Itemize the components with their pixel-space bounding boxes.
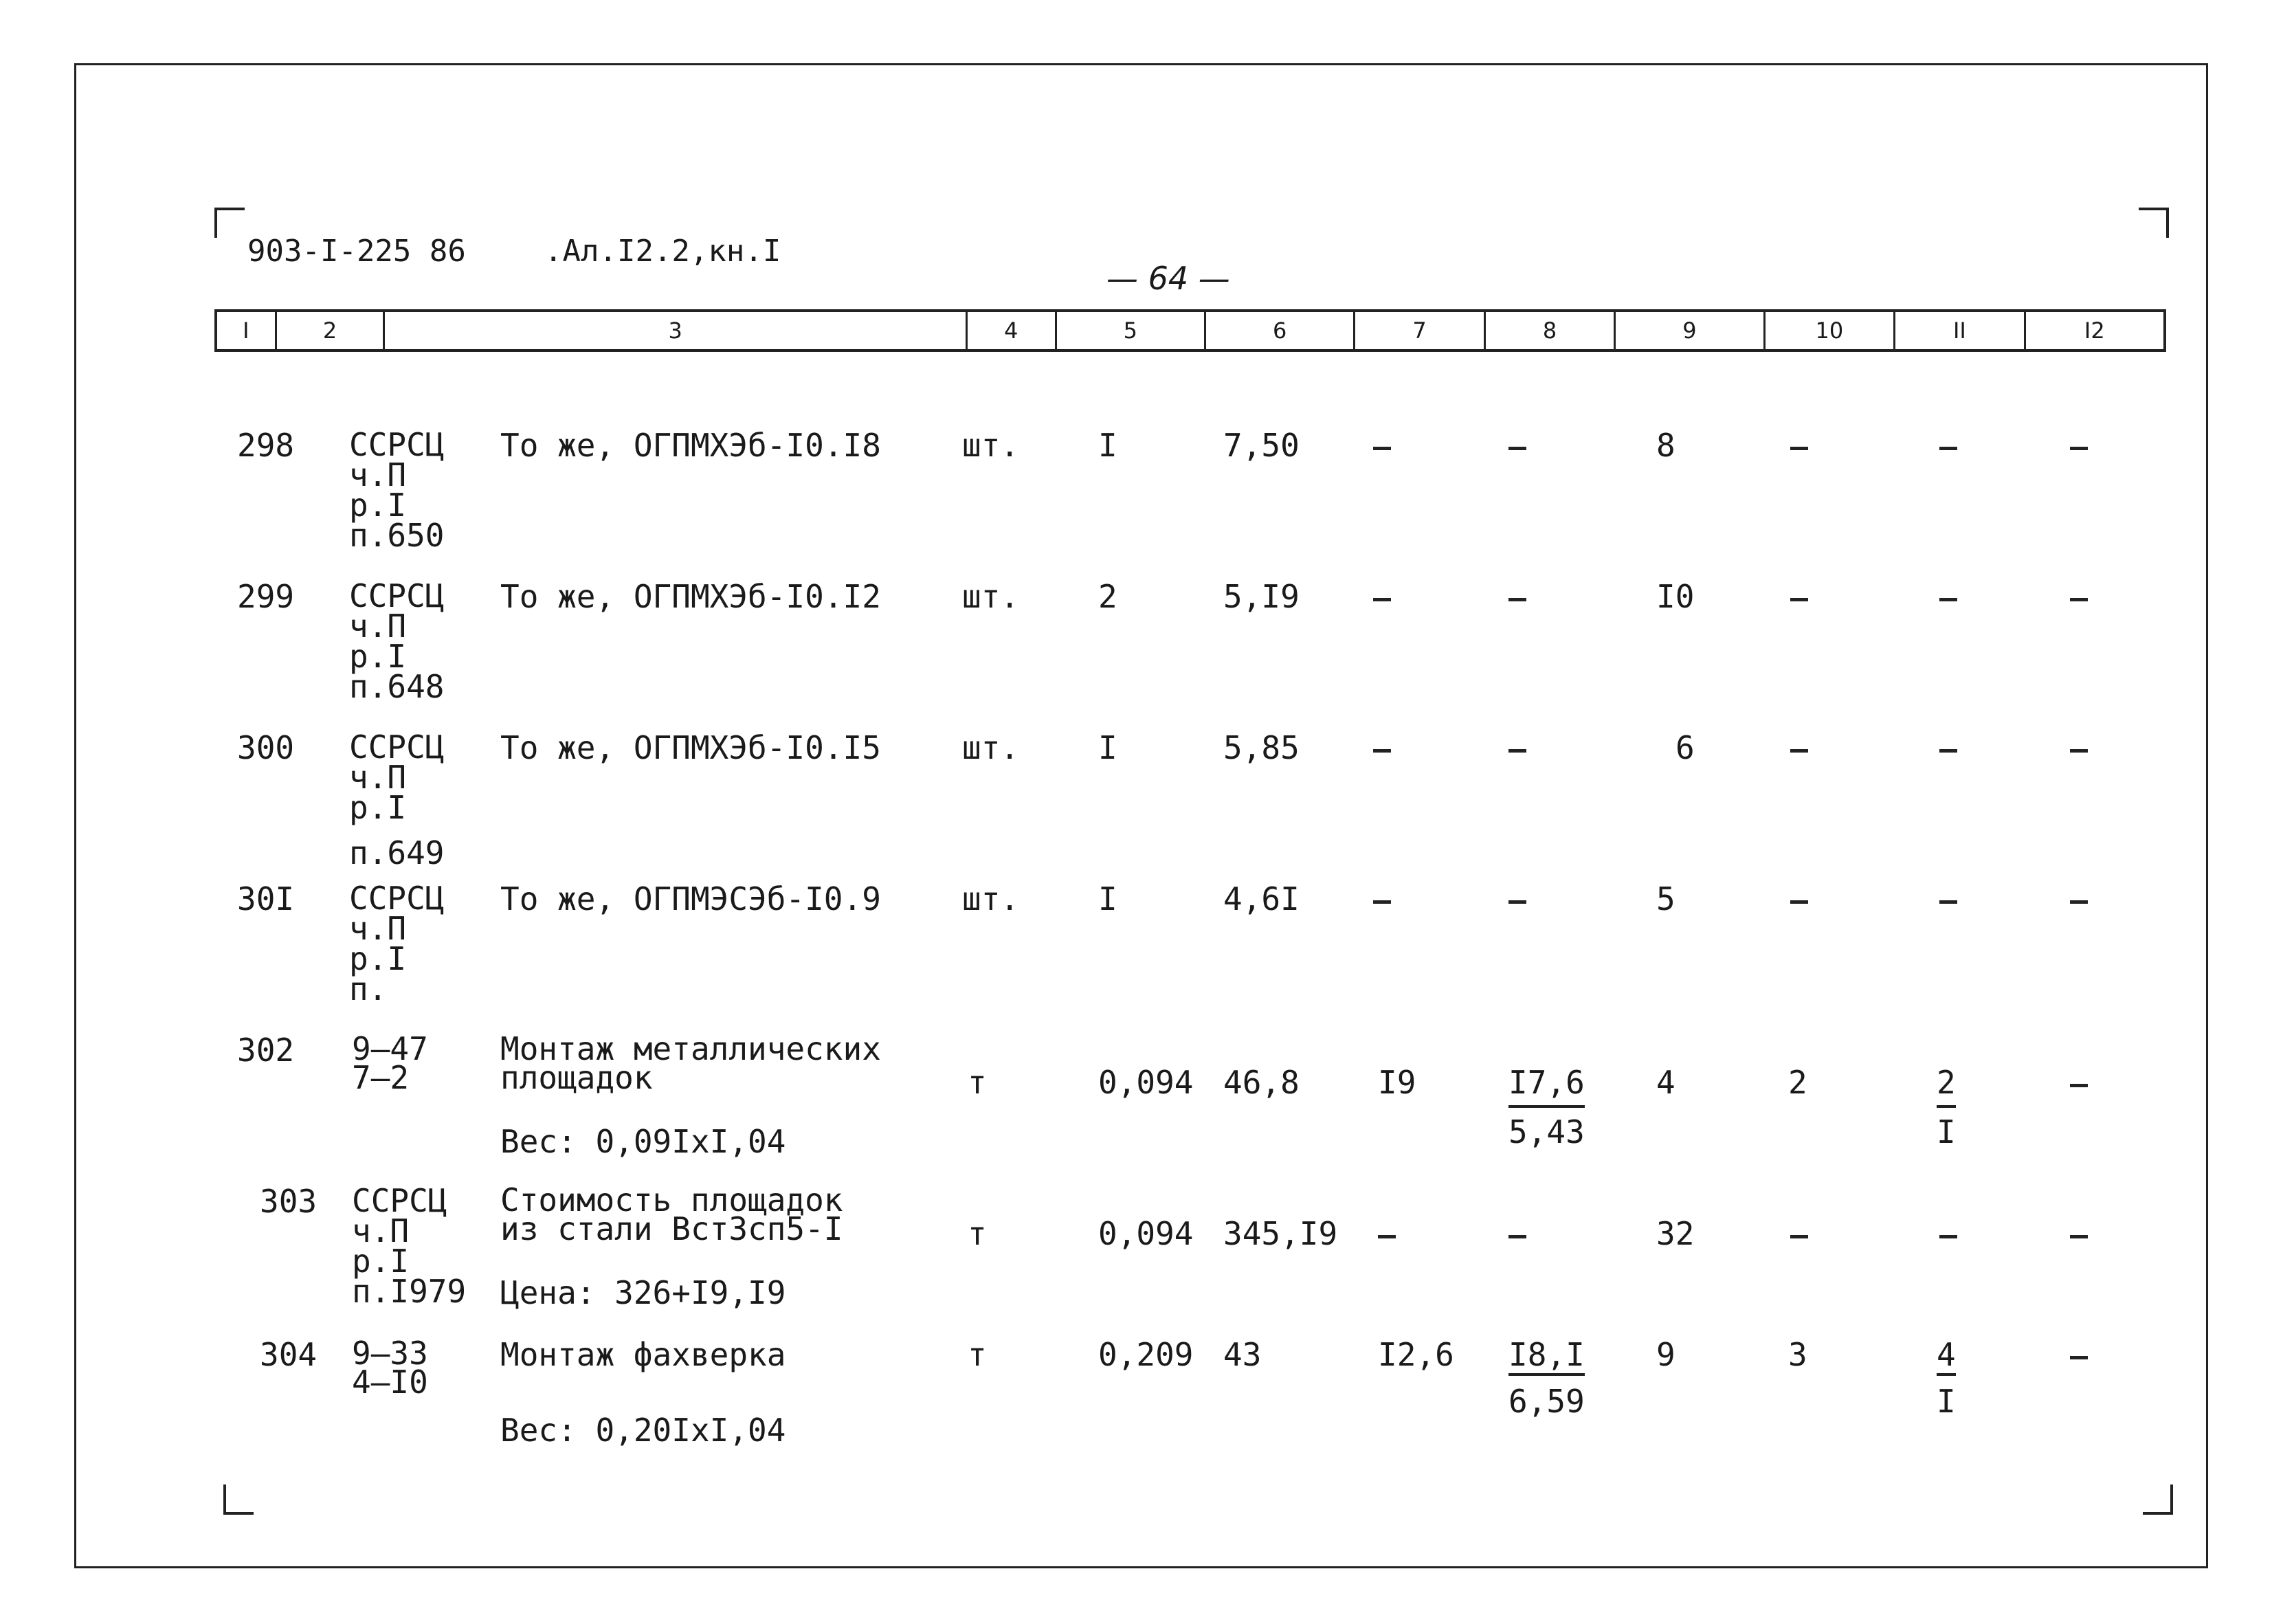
row-price: 5,I9: [1223, 578, 1300, 615]
row-unit: шт.: [962, 880, 1020, 917]
col-head-10: 10: [1766, 312, 1895, 349]
empty-cell-dash: [1508, 598, 1526, 601]
empty-cell-dash: [2070, 1084, 2088, 1087]
col-head-11: II: [1895, 312, 2025, 349]
row-price: 7,50: [1223, 427, 1300, 464]
row-number: 303: [260, 1183, 318, 1220]
row-col9: 9: [1656, 1336, 1675, 1373]
row-col11-fraction: $\frac{4}{I}$: [1937, 1336, 1956, 1420]
album-reference: .Ал.I2.2,кн.I: [544, 234, 781, 269]
row-description: Монтаж металлических площадок: [500, 1030, 881, 1096]
col-head-1: I: [217, 312, 277, 349]
empty-cell-dash: [2070, 447, 2088, 450]
row-unit: шт.: [962, 578, 1020, 615]
empty-cell-dash: [2070, 1235, 2088, 1238]
row-col7: I2,6: [1378, 1336, 1454, 1373]
empty-cell-dash: [1373, 900, 1391, 904]
row-col9: 4: [1656, 1064, 1675, 1101]
column-header-row: [214, 309, 2166, 352]
corner-mark-top-left: [214, 208, 245, 238]
corner-mark-bottom-left: [223, 1484, 254, 1515]
row-number: 299: [237, 578, 295, 615]
empty-cell-dash: [1508, 1235, 1526, 1238]
empty-cell-dash: [1790, 598, 1808, 601]
row-col9: 6: [1675, 729, 1695, 766]
row-quantity: I: [1098, 427, 1117, 464]
row-number: 298: [237, 427, 295, 464]
col-head-8: 8: [1486, 312, 1616, 349]
row-col8-fraction: $\frac{I8,I}{6,59}$: [1508, 1336, 1585, 1420]
row-col11-fraction: $\frac{2}{I}$: [1937, 1064, 1956, 1150]
empty-cell-dash: [1378, 1235, 1396, 1238]
row-note: Вес: 0,09IxI,04: [500, 1123, 786, 1160]
empty-cell-dash: [2070, 598, 2088, 601]
row-price: 4,6I: [1223, 880, 1300, 917]
row-reference: ССРСЦ ч.П р.I п.649: [349, 728, 445, 871]
empty-cell-dash: [1939, 749, 1957, 753]
empty-cell-dash: [1939, 447, 1957, 450]
row-number: 30I: [237, 880, 295, 917]
corner-mark-top-right: [2139, 208, 2169, 238]
row-unit: т: [968, 1215, 987, 1252]
empty-cell-dash: [1939, 1235, 1957, 1238]
page-number: — 64 —: [1106, 260, 1230, 297]
col-head-7: 7: [1355, 312, 1485, 349]
row-quantity: I: [1098, 880, 1117, 917]
row-description: Стоимость площадок из стали ВстЗсп5-I: [500, 1181, 843, 1247]
row-price: 46,8: [1223, 1064, 1300, 1101]
corner-mark-bottom-right: [2143, 1484, 2173, 1515]
row-number: 304: [260, 1336, 318, 1373]
row-col10: 3: [1788, 1336, 1807, 1373]
empty-cell-dash: [1373, 598, 1391, 601]
empty-cell-dash: [2070, 1356, 2088, 1359]
row-description: То же, ОГПМЭСЭб-I0.9: [500, 880, 881, 917]
row-col9: I0: [1656, 578, 1695, 615]
row-quantity: 0,094: [1098, 1215, 1194, 1252]
row-quantity: I: [1098, 729, 1117, 766]
row-reference: ССРСЦ ч.П р.I п.I979: [352, 1182, 467, 1310]
row-unit: т: [968, 1064, 987, 1101]
row-reference: ССРСЦ ч.П р.I п.: [349, 880, 445, 1008]
empty-cell-dash: [1939, 598, 1957, 601]
col-head-9: 9: [1616, 312, 1765, 349]
empty-cell-dash: [1508, 900, 1526, 904]
row-quantity: 2: [1098, 578, 1117, 615]
empty-cell-dash: [1790, 900, 1808, 904]
empty-cell-dash: [2070, 900, 2088, 904]
row-col8-fraction: $\frac{I7,6}{5,43}$: [1508, 1064, 1585, 1150]
col-head-3: 3: [385, 312, 968, 349]
row-price: 345,I9: [1223, 1215, 1338, 1252]
row-description: То же, ОГПМХЭб-I0.I5: [500, 729, 881, 766]
col-head-2: 2: [277, 312, 386, 349]
row-col9: 5: [1656, 880, 1675, 917]
row-price: 5,85: [1223, 729, 1300, 766]
col-head-4: 4: [968, 312, 1057, 349]
empty-cell-dash: [1790, 447, 1808, 450]
row-reference: 9–47 7–2: [352, 1030, 428, 1096]
row-quantity: 0,209: [1098, 1336, 1194, 1373]
row-unit: т: [968, 1336, 987, 1373]
empty-cell-dash: [1508, 749, 1526, 753]
doc-number: 903-I-225 86: [247, 234, 466, 269]
row-number: 302: [237, 1032, 295, 1069]
empty-cell-dash: [1373, 749, 1391, 753]
row-col10: 2: [1788, 1064, 1807, 1101]
row-unit: шт.: [962, 729, 1020, 766]
empty-cell-dash: [1508, 447, 1526, 450]
empty-cell-dash: [1373, 447, 1391, 450]
row-description: Монтаж фахверка: [500, 1336, 786, 1373]
col-head-5: 5: [1057, 312, 1206, 349]
row-reference: 9–33 4–I0: [352, 1335, 428, 1401]
row-price: 43: [1223, 1336, 1262, 1373]
col-head-6: 6: [1206, 312, 1355, 349]
empty-cell-dash: [1790, 1235, 1808, 1238]
row-col9: 32: [1656, 1215, 1695, 1252]
row-col9: 8: [1656, 427, 1675, 464]
row-reference: ССРСЦ ч.П р.I п.648: [349, 577, 445, 705]
col-head-12: I2: [2084, 318, 2105, 344]
empty-cell-dash: [1939, 900, 1957, 904]
row-description: То же, ОГПМХЭб-I0.I8: [500, 427, 881, 464]
empty-cell-dash: [1790, 749, 1808, 753]
row-note: Вес: 0,20IxI,04: [500, 1412, 786, 1449]
row-unit: шт.: [962, 427, 1020, 464]
row-col7: I9: [1378, 1064, 1416, 1101]
row-reference: ССРСЦ ч.П р.I п.650: [349, 426, 445, 554]
empty-cell-dash: [2070, 749, 2088, 753]
row-description: То же, ОГПМХЭб-I0.I2: [500, 578, 881, 615]
row-number: 300: [237, 729, 295, 766]
row-quantity: 0,094: [1098, 1064, 1194, 1101]
row-note: Цена: 326+I9,I9: [500, 1274, 786, 1311]
